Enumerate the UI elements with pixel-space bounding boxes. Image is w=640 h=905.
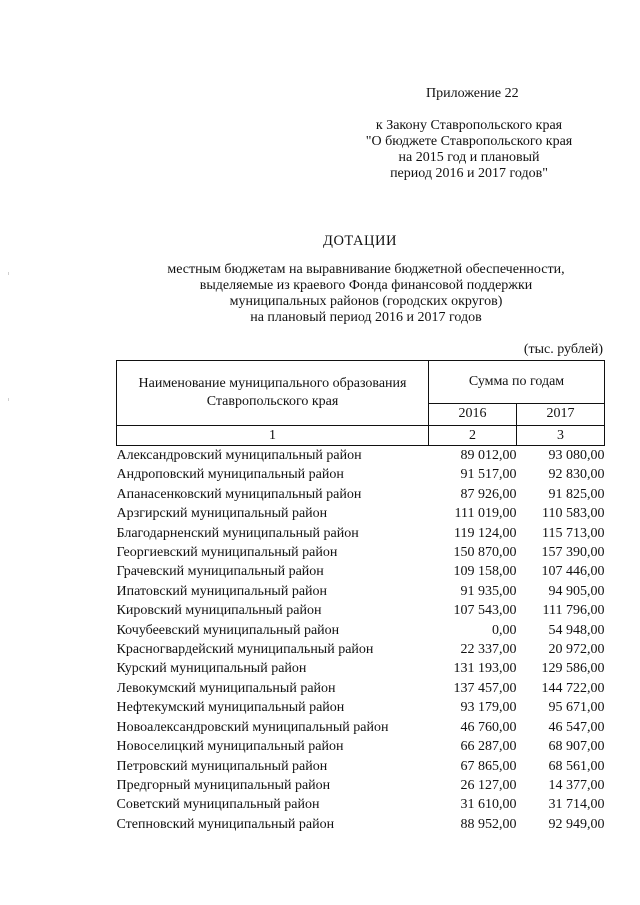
value-2016: 137 457,00 — [453, 680, 517, 696]
district-name: Степновский муниципальный район — [116, 816, 335, 832]
table-row — [117, 582, 605, 601]
value-2016: 88 952,00 — [460, 816, 517, 832]
table-row — [117, 776, 605, 795]
district-name: Андроповский муниципальный район — [116, 467, 344, 483]
header-name-cell — [117, 361, 429, 426]
district-name: Александровский муниципальный район — [116, 448, 362, 463]
value-2017: 107 446,00 — [541, 564, 605, 580]
table-row — [117, 659, 605, 678]
value-2017: 68 561,00 — [548, 758, 605, 774]
table-row — [117, 621, 605, 640]
value-2017: 54 948,00 — [548, 622, 605, 638]
value-2016: 22 337,00 — [460, 642, 517, 658]
value-2017: 144 722,00 — [541, 680, 605, 696]
table-row — [117, 504, 605, 523]
subtitle-line: выделяемые из краевого Фонда финансовой поддержки — [199, 278, 533, 293]
law-line: "О бюджете Ставропольского края — [365, 134, 573, 149]
scan-mark — [8, 398, 9, 401]
value-2016: 26 127,00 — [460, 777, 517, 793]
value-2017: 111 796,00 — [542, 603, 605, 619]
table-body — [117, 446, 605, 835]
value-2016: 131 193,00 — [453, 661, 517, 677]
table-row — [117, 543, 605, 562]
table-row — [117, 562, 605, 581]
appendix-label: Приложение 22 — [426, 86, 519, 101]
value-2017: 95 671,00 — [548, 700, 605, 716]
value-2017: 92 830,00 — [548, 467, 605, 483]
subtitle-line: муниципальных районов (городских округов) — [229, 294, 503, 309]
subtitle-line: местным бюджетам на выравнивание бюджетной обеспеченности, — [167, 262, 565, 277]
district-name: Петровский муниципальный район — [116, 758, 328, 774]
district-name: Новоселицкий муниципальный район — [116, 739, 344, 755]
district-name: Советский муниципальный район — [116, 797, 320, 813]
table-row — [117, 737, 605, 756]
value-2016: 91 935,00 — [460, 583, 517, 599]
grants-table — [116, 360, 605, 834]
value-2016: 150 870,00 — [453, 545, 517, 561]
scan-mark — [8, 272, 9, 275]
value-2016: 31 610,00 — [460, 797, 517, 813]
value-2017: 91 825,00 — [548, 486, 605, 502]
district-name: Грачевский муниципальный район — [116, 564, 324, 580]
law-line: на 2015 год и плановый — [398, 150, 540, 165]
value-2016: 66 287,00 — [460, 739, 517, 755]
column-number: 1 — [117, 426, 429, 446]
value-2016: 91 517,00 — [460, 467, 517, 483]
table-row — [117, 485, 605, 504]
value-2017: 92 949,00 — [548, 816, 605, 832]
value-2016: 0,00 — [492, 622, 517, 638]
value-2017: 94 905,00 — [548, 583, 605, 599]
column-number-row — [117, 426, 605, 446]
unit-label: (тыс. рублей) — [523, 342, 603, 357]
document-subtitle — [148, 262, 584, 326]
district-name: Левокумский муниципальный район — [116, 680, 336, 696]
district-name: Красногвардейский муниципальный район — [116, 642, 374, 658]
table-row — [117, 718, 605, 737]
law-line: к Закону Ставропольского края — [375, 118, 563, 133]
value-2016: 109 158,00 — [453, 564, 517, 580]
value-2017: 157 390,00 — [541, 545, 605, 561]
table-row — [117, 757, 605, 776]
district-name: Ипатовский муниципальный район — [116, 583, 328, 599]
value-2017: 129 586,00 — [541, 661, 605, 677]
value-2017: 46 547,00 — [548, 719, 605, 735]
value-2017: 20 972,00 — [548, 642, 605, 658]
header-year-2017: 2017 — [517, 403, 605, 425]
value-2016: 93 179,00 — [460, 700, 517, 716]
value-2017: 68 907,00 — [548, 739, 605, 755]
value-2016: 107 543,00 — [453, 603, 517, 619]
value-2016: 46 760,00 — [460, 719, 517, 735]
district-name: Нефтекумский муниципальный район — [116, 700, 345, 716]
table-row — [117, 679, 605, 698]
table-row — [117, 446, 605, 466]
document-title: ДОТАЦИИ — [323, 233, 397, 249]
law-line: период 2016 и 2017 годов" — [390, 166, 548, 181]
table-row — [117, 640, 605, 659]
table-row — [117, 601, 605, 620]
value-2017: 110 583,00 — [542, 506, 605, 522]
district-name: Новоалександровский муниципальный район — [116, 719, 389, 735]
value-2016: 87 926,00 — [460, 486, 517, 502]
table-row — [117, 465, 605, 484]
value-2017: 93 080,00 — [548, 448, 605, 463]
header-sum-cell: Сумма по годам — [429, 361, 605, 404]
table-header-row — [117, 361, 605, 404]
subtitle-line: на плановый период 2016 и 2017 годов — [250, 310, 482, 325]
column-number: 2 — [429, 426, 517, 446]
district-name: Кочубеевский муниципальный район — [116, 622, 340, 638]
district-name: Курский муниципальный район — [116, 661, 307, 677]
value-2017: 14 377,00 — [548, 777, 605, 793]
value-2016: 89 012,00 — [460, 448, 517, 463]
district-name: Георгиевский муниципальный район — [116, 545, 338, 561]
table-row — [117, 795, 605, 814]
district-name: Арзгирский муниципальный район — [116, 506, 328, 522]
value-2016: 119 124,00 — [454, 525, 517, 541]
column-number: 3 — [517, 426, 605, 446]
district-name: Апанасенковский муниципальный район — [116, 486, 362, 502]
header-name-line: Ставропольского края — [206, 394, 339, 409]
header-name-line: Наименование муниципального образования — [138, 376, 407, 391]
district-name: Предгорный муниципальный район — [116, 777, 331, 793]
table-row — [117, 698, 605, 717]
table-row — [117, 815, 605, 834]
header-year-2016: 2016 — [429, 403, 517, 425]
district-name: Благодарненский муниципальный район — [116, 525, 359, 541]
table-row — [117, 524, 605, 543]
value-2016: 67 865,00 — [460, 758, 517, 774]
value-2017: 31 714,00 — [548, 797, 605, 813]
value-2017: 115 713,00 — [542, 525, 605, 541]
district-name: Кировский муниципальный район — [116, 603, 322, 619]
value-2016: 111 019,00 — [454, 506, 517, 522]
law-reference — [350, 118, 588, 182]
